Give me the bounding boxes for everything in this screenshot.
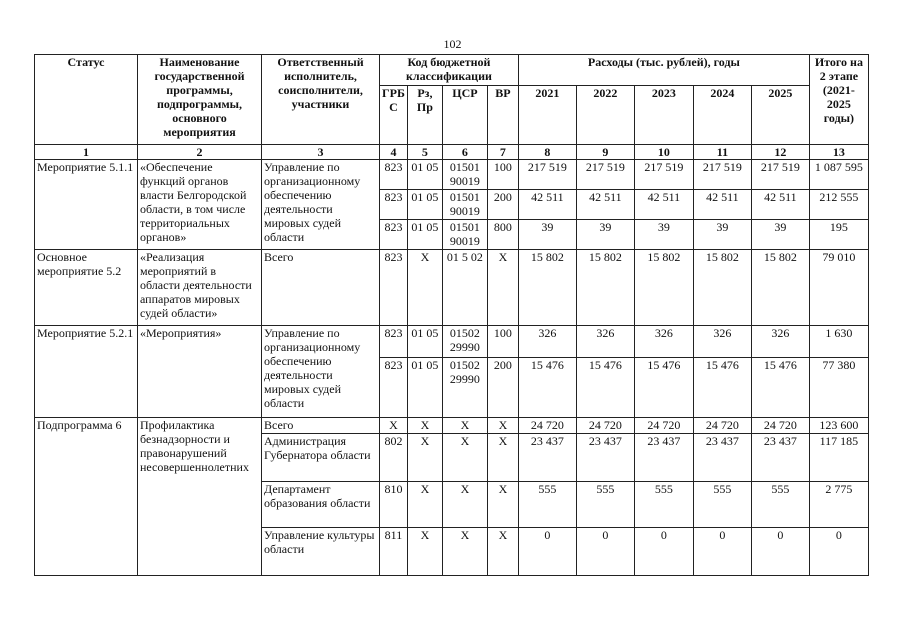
col-number: 5 <box>407 145 442 160</box>
cell-csr: 01501 90019 <box>442 160 487 190</box>
cell-vr: 800 <box>487 220 518 250</box>
col-number: 12 <box>751 145 809 160</box>
cell-csr: 01502 29990 <box>442 326 487 358</box>
col-number: 11 <box>693 145 751 160</box>
header-year-2023: 2023 <box>634 86 693 145</box>
table-row <box>35 326 869 358</box>
cell-2023: 0 <box>634 528 693 576</box>
cell-rzpr: Х <box>407 418 442 434</box>
cell-csr: 01502 29990 <box>442 358 487 418</box>
row-status: Основное мероприятие 5.2 <box>35 250 138 326</box>
cell-2022: 217 519 <box>576 160 634 190</box>
cell-2023: 39 <box>634 220 693 250</box>
row-name: Профилактика безнадзорности и правонарушений несовершеннолетних <box>138 418 262 576</box>
cell-rzpr: 01 05 <box>407 326 442 358</box>
cell-grbs: 823 <box>380 220 408 250</box>
col-number: 10 <box>634 145 693 160</box>
cell-2023: 555 <box>634 482 693 528</box>
col-number: 13 <box>809 145 868 160</box>
header-name: Наименование государственной программы, подпрограммы, основного мероприятия <box>138 55 262 145</box>
cell-vr: 100 <box>487 326 518 358</box>
cell-csr: Х <box>442 434 487 482</box>
cell-2022: 42 511 <box>576 190 634 220</box>
header-year-2022: 2022 <box>576 86 634 145</box>
cell-2024: 42 511 <box>693 190 751 220</box>
header-year-2024: 2024 <box>693 86 751 145</box>
cell-2021: 326 <box>518 326 576 358</box>
cell-csr: 01 5 02 <box>442 250 487 326</box>
col-number: 1 <box>35 145 138 160</box>
header-year-2025: 2025 <box>751 86 809 145</box>
cell-2021: 39 <box>518 220 576 250</box>
table-row <box>35 250 869 326</box>
header-rzpr: Рз, Пр <box>407 86 442 145</box>
cell-2021: 24 720 <box>518 418 576 434</box>
row-responsible: Всего <box>262 418 380 434</box>
cell-csr: 01501 90019 <box>442 220 487 250</box>
cell-total: 1 630 <box>809 326 868 358</box>
cell-grbs: 823 <box>380 190 408 220</box>
cell-2022: 24 720 <box>576 418 634 434</box>
header-total: Итого на 2 этапе (2021-2025 годы) <box>809 55 868 145</box>
cell-2025: 15 476 <box>751 358 809 418</box>
cell-2022: 326 <box>576 326 634 358</box>
cell-rzpr: Х <box>407 528 442 576</box>
row-status: Подпрограмма 6 <box>35 418 138 576</box>
page-number: 102 <box>443 37 462 51</box>
header-budget-code: Код бюджетной классификации <box>380 55 519 86</box>
cell-2024: 15 476 <box>693 358 751 418</box>
cell-2025: 24 720 <box>751 418 809 434</box>
cell-2023: 326 <box>634 326 693 358</box>
cell-vr: 100 <box>487 160 518 190</box>
header-csr: ЦСР <box>442 86 487 145</box>
cell-2025: 39 <box>751 220 809 250</box>
cell-rzpr: Х <box>407 482 442 528</box>
cell-grbs: 810 <box>380 482 408 528</box>
budget-table <box>34 54 869 576</box>
table-row <box>35 160 869 190</box>
cell-rzpr: 01 05 <box>407 190 442 220</box>
cell-grbs: 802 <box>380 434 408 482</box>
table-row <box>35 418 869 434</box>
cell-2021: 217 519 <box>518 160 576 190</box>
col-number: 7 <box>487 145 518 160</box>
cell-2021: 15 802 <box>518 250 576 326</box>
row-responsible: Администрация Губернатора области <box>262 434 380 482</box>
cell-rzpr: 01 05 <box>407 358 442 418</box>
cell-2021: 15 476 <box>518 358 576 418</box>
cell-grbs: 811 <box>380 528 408 576</box>
cell-2023: 15 476 <box>634 358 693 418</box>
cell-2024: 15 802 <box>693 250 751 326</box>
header-status: Статус <box>35 55 138 145</box>
header-vr: ВР <box>487 86 518 145</box>
row-responsible: Управление по организационному обеспечению деятельности мировых судей области <box>262 160 380 250</box>
cell-2024: 326 <box>693 326 751 358</box>
cell-2024: 24 720 <box>693 418 751 434</box>
cell-vr: Х <box>487 434 518 482</box>
header-responsible: Ответственный исполнитель, соисполнители, участники <box>262 55 380 145</box>
cell-csr: Х <box>442 482 487 528</box>
cell-csr: Х <box>442 528 487 576</box>
cell-vr: Х <box>487 528 518 576</box>
cell-total: 77 380 <box>809 358 868 418</box>
cell-2022: 555 <box>576 482 634 528</box>
row-name: «Реализация мероприятий в области деятельности аппаратов мировых судей области» <box>138 250 262 326</box>
cell-2025: 217 519 <box>751 160 809 190</box>
cell-2021: 555 <box>518 482 576 528</box>
cell-rzpr: 01 05 <box>407 160 442 190</box>
cell-rzpr: Х <box>407 434 442 482</box>
cell-2023: 217 519 <box>634 160 693 190</box>
cell-grbs: 823 <box>380 326 408 358</box>
cell-2022: 15 802 <box>576 250 634 326</box>
row-responsible: Всего <box>262 250 380 326</box>
row-responsible: Управление культуры области <box>262 528 380 576</box>
cell-2021: 42 511 <box>518 190 576 220</box>
cell-vr: Х <box>487 418 518 434</box>
cell-csr: Х <box>442 418 487 434</box>
cell-2025: 555 <box>751 482 809 528</box>
row-name: «Обеспечение функций органов власти Белгородской области, в том числе территориальных органов» <box>138 160 262 250</box>
cell-2024: 555 <box>693 482 751 528</box>
row-responsible: Управление по организационному обеспечению деятельности мировых судей области <box>262 326 380 418</box>
header-year-2021: 2021 <box>518 86 576 145</box>
cell-total: 123 600 <box>809 418 868 434</box>
cell-2024: 23 437 <box>693 434 751 482</box>
cell-rzpr: Х <box>407 250 442 326</box>
cell-2022: 15 476 <box>576 358 634 418</box>
cell-2023: 23 437 <box>634 434 693 482</box>
cell-2024: 39 <box>693 220 751 250</box>
cell-2025: 23 437 <box>751 434 809 482</box>
row-status: Мероприятие 5.1.1 <box>35 160 138 250</box>
cell-vr: Х <box>487 482 518 528</box>
cell-vr: Х <box>487 250 518 326</box>
cell-2023: 15 802 <box>634 250 693 326</box>
cell-2022: 0 <box>576 528 634 576</box>
cell-2025: 0 <box>751 528 809 576</box>
col-number: 3 <box>262 145 380 160</box>
col-number: 4 <box>380 145 408 160</box>
header-grbs: ГРБ С <box>380 86 408 145</box>
cell-2021: 0 <box>518 528 576 576</box>
col-number: 2 <box>138 145 262 160</box>
cell-total: 0 <box>809 528 868 576</box>
cell-vr: 200 <box>487 358 518 418</box>
cell-total: 79 010 <box>809 250 868 326</box>
cell-2022: 23 437 <box>576 434 634 482</box>
cell-grbs: 823 <box>380 160 408 190</box>
row-name: «Мероприятия» <box>138 326 262 418</box>
cell-total: 212 555 <box>809 190 868 220</box>
cell-total: 2 775 <box>809 482 868 528</box>
cell-total: 117 185 <box>809 434 868 482</box>
cell-grbs: 823 <box>380 358 408 418</box>
cell-vr: 200 <box>487 190 518 220</box>
cell-2025: 42 511 <box>751 190 809 220</box>
cell-total: 195 <box>809 220 868 250</box>
row-status: Мероприятие 5.2.1 <box>35 326 138 418</box>
cell-2024: 217 519 <box>693 160 751 190</box>
cell-2023: 24 720 <box>634 418 693 434</box>
cell-2021: 23 437 <box>518 434 576 482</box>
cell-grbs: 823 <box>380 250 408 326</box>
column-number-row <box>35 145 869 160</box>
cell-2025: 326 <box>751 326 809 358</box>
cell-2024: 0 <box>693 528 751 576</box>
col-number: 6 <box>442 145 487 160</box>
cell-2023: 42 511 <box>634 190 693 220</box>
col-number: 8 <box>518 145 576 160</box>
row-responsible: Департамент образования области <box>262 482 380 528</box>
cell-csr: 01501 90019 <box>442 190 487 220</box>
header-expenses: Расходы (тыс. рублей), годы <box>518 55 809 86</box>
cell-total: 1 087 595 <box>809 160 868 190</box>
cell-2025: 15 802 <box>751 250 809 326</box>
cell-rzpr: 01 05 <box>407 220 442 250</box>
col-number: 9 <box>576 145 634 160</box>
cell-grbs: Х <box>380 418 408 434</box>
cell-2022: 39 <box>576 220 634 250</box>
